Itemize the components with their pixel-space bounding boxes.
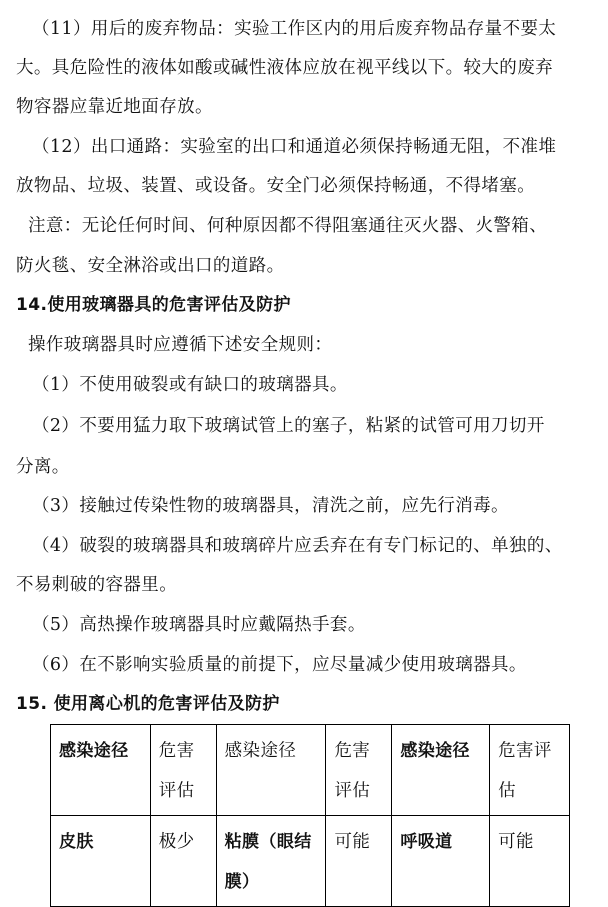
header-cell: 危害 评估 bbox=[326, 725, 392, 816]
table-cell: 呼吸道 bbox=[392, 816, 490, 907]
paragraph-line: 物容器应靠近地面存放。 bbox=[16, 97, 213, 117]
rule-item: 不易刺破的容器里。 bbox=[16, 575, 178, 595]
table-cell: 可能 bbox=[326, 816, 392, 907]
table-header-row bbox=[51, 725, 570, 816]
paragraph-line: 操作玻璃器具时应遵循下述安全规则： bbox=[28, 335, 333, 355]
header-cell: 危害评 估 bbox=[490, 725, 570, 816]
section-heading-15: 15. 使用离心机的危害评估及防护 bbox=[16, 694, 280, 714]
rule-item: （6）在不影响实验质量的前提下，应尽量减少使用玻璃器具。 bbox=[32, 655, 527, 675]
table-cell: 可能 bbox=[490, 816, 570, 907]
paragraph-line: （12）出口通路：实验室的出口和通道必须保持畅通无阻，不准堆 bbox=[32, 137, 557, 157]
paragraph-line: （11）用后的废弃物品：实验工作区内的用后废弃物品存量不要太 bbox=[32, 19, 557, 39]
rule-item: （5）高热操作玻璃器具时应戴隔热手套。 bbox=[32, 615, 366, 635]
rule-item: 分离。 bbox=[16, 457, 70, 477]
paragraph-line: 放物品、垃圾、装置、或设备。安全门必须保持畅通，不得堵塞。 bbox=[16, 176, 536, 196]
note-line: 防火毯、安全淋浴或出口的道路。 bbox=[16, 256, 285, 276]
note-line: 注意：无论任何时间、何种原因都不得阻塞通往灭火器、火警箱、 bbox=[28, 216, 548, 236]
rule-item: （3）接触过传染性物的玻璃器具，清洗之前，应先行消毒。 bbox=[32, 496, 509, 516]
header-cell: 危害 评估 bbox=[150, 725, 216, 816]
table-cell: 皮肤 bbox=[51, 816, 151, 907]
rule-item: （1）不使用破裂或有缺口的玻璃器具。 bbox=[32, 375, 348, 395]
infection-route-table bbox=[50, 724, 570, 907]
header-cell: 感染途径 bbox=[51, 725, 151, 816]
section-heading-14: 14.使用玻璃器具的危害评估及防护 bbox=[16, 295, 291, 315]
rule-item: （2）不要用猛力取下玻璃试管上的塞子，粘紧的试管可用刀切开 bbox=[32, 416, 545, 436]
paragraph-line: 大。具危险性的液体如酸或碱性液体应放在视平线以下。较大的废弃 bbox=[16, 58, 553, 78]
table-row bbox=[51, 816, 570, 907]
table-cell: 粘膜（眼结 膜） bbox=[216, 816, 326, 907]
header-cell: 感染途径 bbox=[216, 725, 326, 816]
table-cell: 极少 bbox=[150, 816, 216, 907]
header-cell: 感染途径 bbox=[392, 725, 490, 816]
rule-item: （4）破裂的玻璃器具和玻璃碎片应丢弃在有专门标记的、单独的、 bbox=[32, 536, 563, 556]
